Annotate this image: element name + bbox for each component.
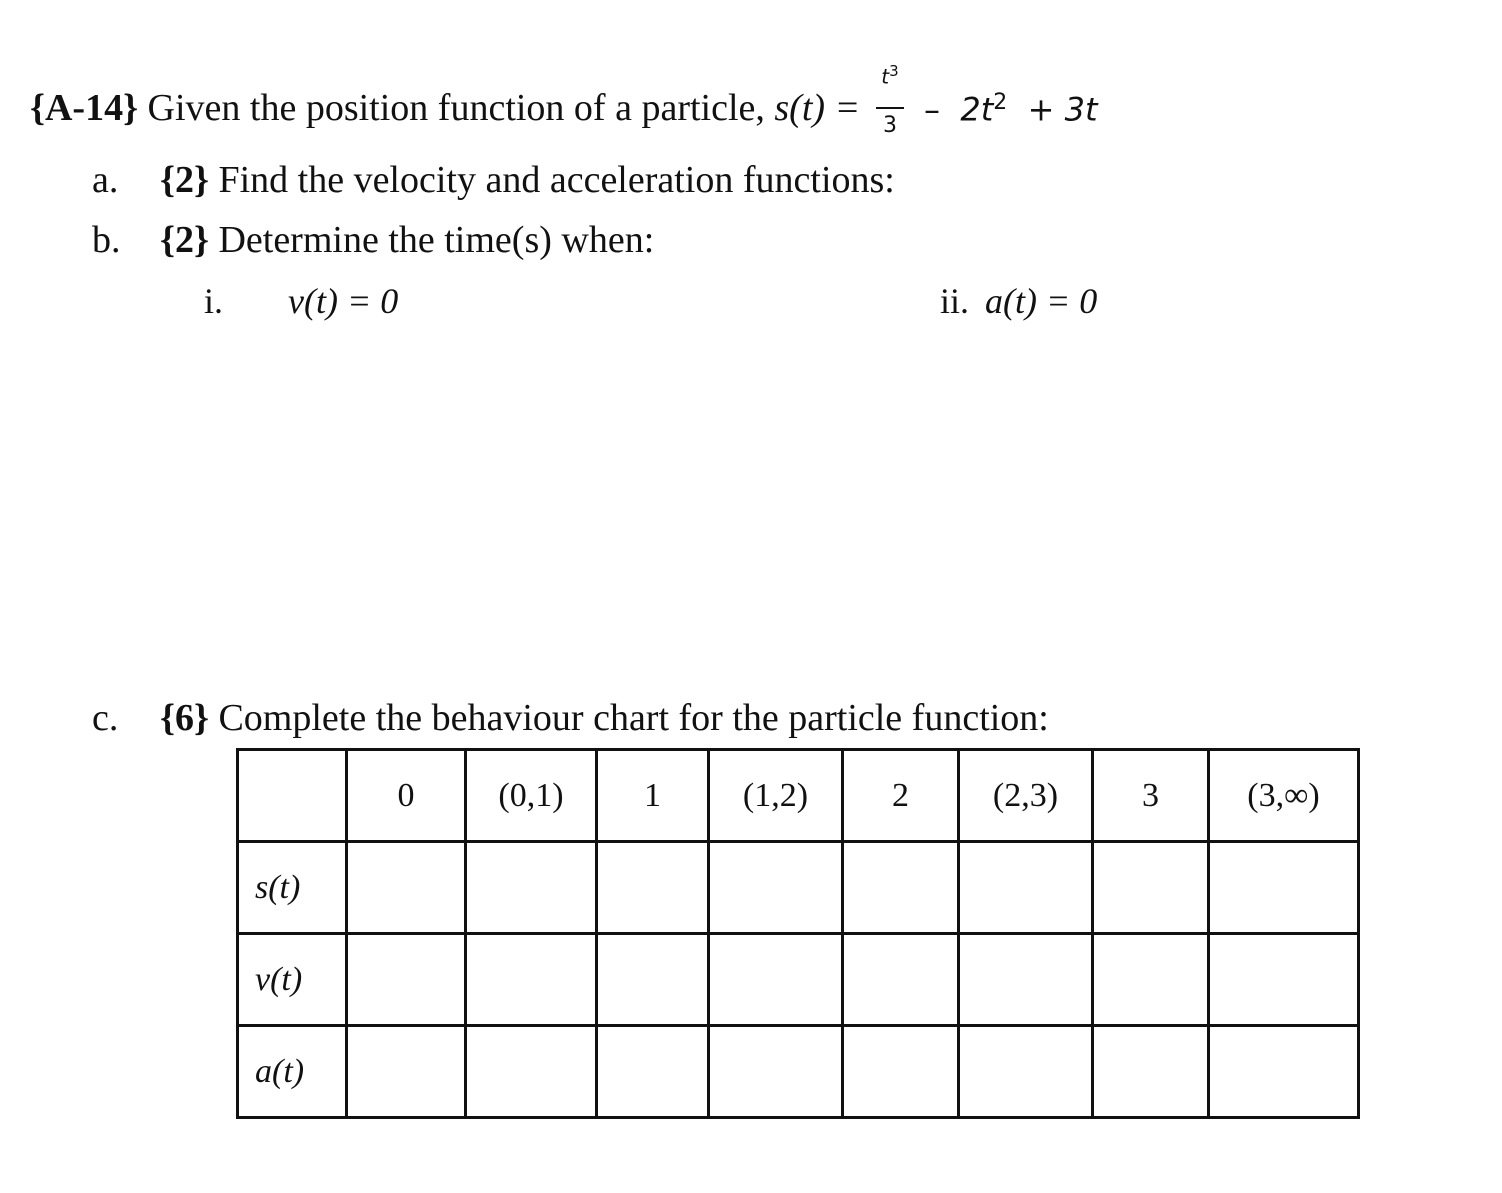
chart-header-cell: (0,1) bbox=[466, 750, 597, 842]
chart-answer-cell[interactable] bbox=[843, 842, 959, 934]
chart-answer-cell[interactable] bbox=[1209, 934, 1359, 1026]
question-title bbox=[30, 86, 860, 130]
chart-header-cell: (2,3) bbox=[959, 750, 1093, 842]
chart-answer-cell[interactable] bbox=[1209, 842, 1359, 934]
part-a-instruction: Find the velocity and acceleration functions: bbox=[218, 159, 895, 201]
part-b-i-expr: v(t) = 0 bbox=[288, 281, 399, 321]
part-b-ii-label: ii. bbox=[940, 281, 970, 321]
question-prompt: Given the position function of a particle, bbox=[147, 87, 765, 129]
part-b-letter: b. bbox=[92, 219, 121, 261]
function-lhs: s(t) = bbox=[774, 87, 861, 129]
chart-row-label: v(t) bbox=[238, 934, 347, 1026]
fraction-denominator: 3 bbox=[883, 113, 897, 138]
part-b-i-label: i. bbox=[204, 281, 224, 321]
part-a-points: {2} bbox=[160, 159, 209, 201]
chart-answer-cell[interactable] bbox=[597, 1026, 709, 1118]
chart-answer-cell[interactable] bbox=[347, 842, 466, 934]
chart-answer-cell[interactable] bbox=[959, 842, 1093, 934]
part-c-points: {6} bbox=[160, 697, 209, 739]
part-c-letter: c. bbox=[92, 697, 119, 739]
chart-answer-cell[interactable] bbox=[959, 1026, 1093, 1118]
chart-header-cell: 3 bbox=[1093, 750, 1209, 842]
chart-answer-cell[interactable] bbox=[597, 934, 709, 1026]
chart-row-v bbox=[238, 934, 1359, 1026]
chart-header-row bbox=[238, 750, 1359, 842]
chart-answer-cell[interactable] bbox=[347, 1026, 466, 1118]
chart-answer-cell[interactable] bbox=[466, 1026, 597, 1118]
chart-answer-cell[interactable] bbox=[709, 1026, 843, 1118]
behaviour-chart bbox=[236, 748, 1360, 1119]
chart-corner-cell bbox=[238, 750, 347, 842]
chart-answer-cell[interactable] bbox=[1093, 842, 1209, 934]
part-a-text bbox=[160, 158, 895, 202]
chart-answer-cell[interactable] bbox=[843, 1026, 959, 1118]
part-b-text bbox=[160, 218, 654, 262]
function-rest bbox=[924, 90, 1097, 129]
question-label: {A-14} bbox=[30, 87, 139, 129]
part-a-letter: a. bbox=[92, 159, 119, 201]
chart-answer-cell[interactable] bbox=[843, 934, 959, 1026]
chart-answer-cell[interactable] bbox=[709, 934, 843, 1026]
chart-header-cell: 1 bbox=[597, 750, 709, 842]
chart-answer-cell[interactable] bbox=[1209, 1026, 1359, 1118]
chart-header-cell: 0 bbox=[347, 750, 466, 842]
chart-row-label: a(t) bbox=[238, 1026, 347, 1118]
chart-answer-cell[interactable] bbox=[709, 842, 843, 934]
chart-header-cell: (3,∞) bbox=[1209, 750, 1359, 842]
part-c-instruction: Complete the behaviour chart for the particle function: bbox=[218, 697, 1049, 739]
chart-row-s bbox=[238, 842, 1359, 934]
chart-row-label: s(t) bbox=[238, 842, 347, 934]
part-c-text bbox=[160, 696, 1049, 740]
chart-answer-cell[interactable] bbox=[1093, 1026, 1209, 1118]
part-b-ii-expr: a(t) = 0 bbox=[985, 281, 1098, 321]
chart-header-cell: 2 bbox=[843, 750, 959, 842]
part-b-instruction: Determine the time(s) when: bbox=[218, 219, 655, 261]
chart-answer-cell[interactable] bbox=[466, 842, 597, 934]
term2-exponent: 2 bbox=[993, 90, 1008, 115]
fraction-numerator: $t^3$ bbox=[881, 62, 899, 89]
minus-sign: – bbox=[924, 90, 940, 129]
chart-row-a bbox=[238, 1026, 1359, 1118]
chart-answer-cell[interactable] bbox=[1093, 934, 1209, 1026]
chart-answer-cell[interactable] bbox=[959, 934, 1093, 1026]
fraction-bar bbox=[876, 107, 904, 109]
part-b-points: {2} bbox=[160, 219, 209, 261]
chart-answer-cell[interactable] bbox=[597, 842, 709, 934]
chart-header-cell: (1,2) bbox=[709, 750, 843, 842]
chart-answer-cell[interactable] bbox=[347, 934, 466, 1026]
chart-answer-cell[interactable] bbox=[466, 934, 597, 1026]
term2: 2t bbox=[960, 90, 994, 129]
term3: + 3t bbox=[1027, 90, 1098, 129]
